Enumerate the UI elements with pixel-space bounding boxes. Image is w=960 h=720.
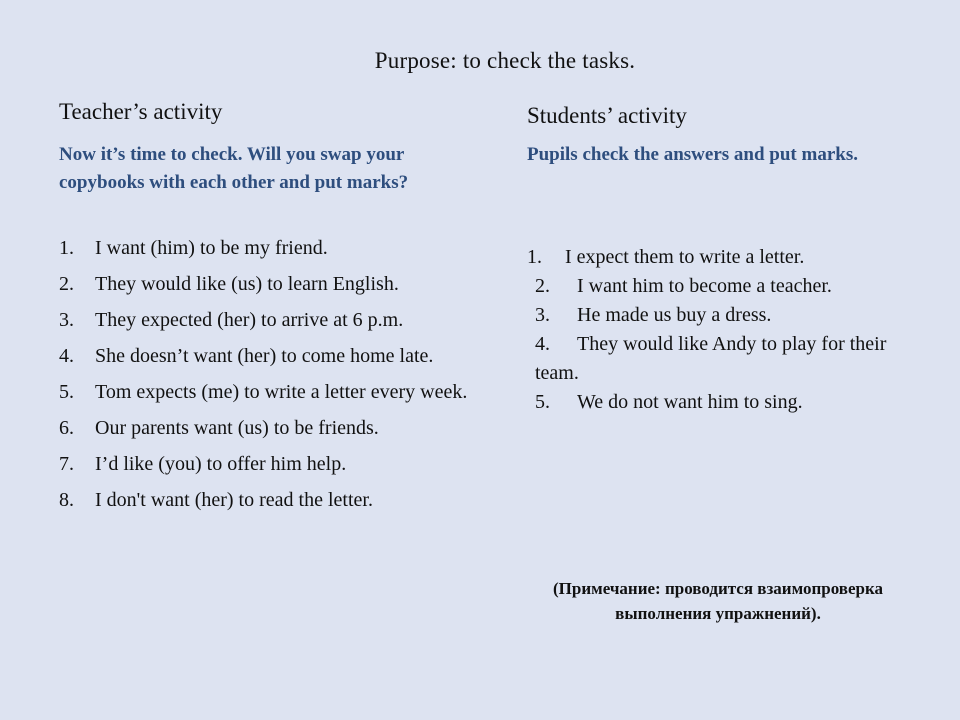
list-item: 6. Our parents want (us) to be friends.: [59, 417, 379, 439]
slide-title: Purpose: to check the tasks.: [374, 48, 636, 73]
teacher-instruction: Now it’s time to check. Will you swap your copybooks with each other and put marks?: [59, 144, 409, 193]
list-item: 1. I expect them to write a letter.: [527, 246, 805, 268]
list-item: 4. They would like Andy to play for their team.: [535, 333, 887, 384]
list-item: 8. I don't want (her) to read the letter.: [59, 489, 373, 511]
students-activity-heading: Students’ activity: [527, 103, 687, 128]
teacher-activity-heading: Teacher’s activity: [59, 99, 223, 124]
list-item: 1. I want (him) to be my friend.: [59, 237, 328, 259]
list-item: 5. Tom expects (me) to write a letter every week.: [59, 381, 468, 403]
list-item: 3. He made us buy a dress.: [535, 304, 772, 326]
students-answer-list: [527, 243, 917, 417]
list-item: 5. We do not want him to sing.: [535, 391, 803, 413]
russian-note: (Примечание: проводится взаимопроверка выполнения упражнений).: [552, 579, 884, 623]
teacher-task-list: [59, 234, 469, 522]
list-item: 2. They would like (us) to learn English.: [59, 273, 399, 295]
list-item: 2. I want him to become a teacher.: [535, 275, 832, 297]
list-item: 7. I’d like (you) to offer him help.: [59, 453, 347, 475]
list-item: 4. She doesn’t want (her) to come home late.: [59, 345, 434, 367]
list-item: 3. They expected (her) to arrive at 6 p.m.: [59, 309, 404, 331]
students-instruction: Pupils check the answers and put marks.: [527, 144, 858, 165]
